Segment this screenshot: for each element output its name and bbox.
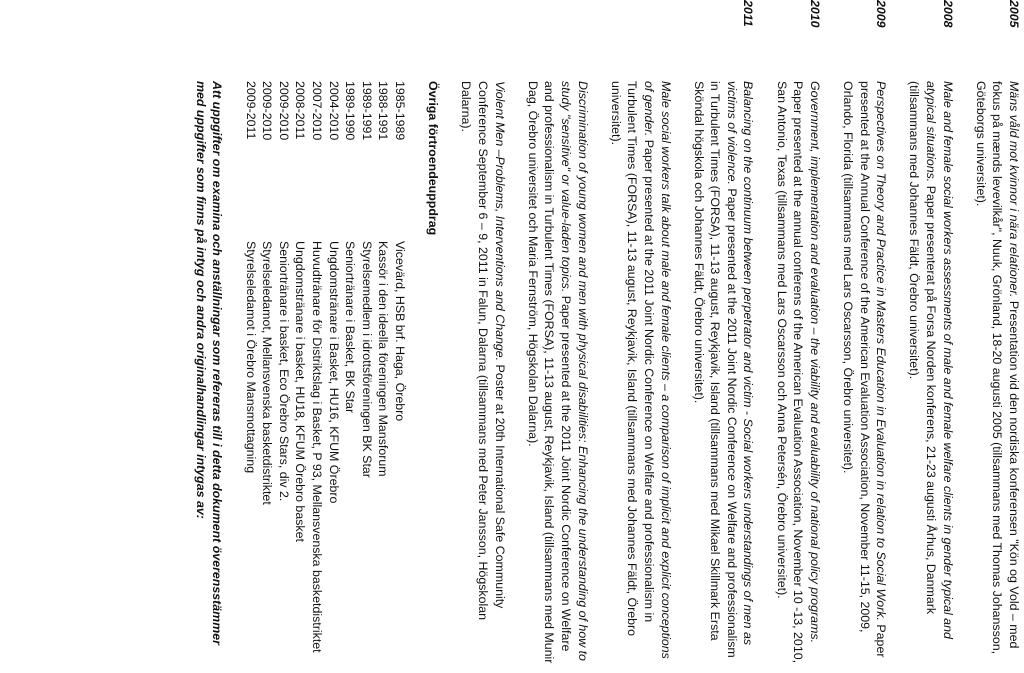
assignment-row (391, 81, 408, 665)
entry-year: 2009 (874, 0, 889, 28)
paper-title: Balancing on the continuum between perpetrator and victim - Social workers understandings of men as victims of violence. (724, 81, 756, 646)
assignment-role: Ungdomstränare i basket, HU18, KFUM Örebro basket (293, 241, 308, 542)
paper-details: Paper presented at the 2011 Joint Nordic Conference on Welfare and professionalism in Turbulent Times (FORSA), 11-13 august, Reykjavik, Island (tillsammans med Mikael Skillmark Ersta Sköndal högskola och Johannes Fäldt, Örebro universitet). (691, 81, 739, 658)
assignment-row (275, 81, 292, 665)
entry-body (773, 81, 823, 665)
entry-paragraph (607, 81, 673, 665)
assignment-role: Styrelsemedlem i idrottsföreningen BK Star (359, 241, 374, 478)
assignment-row (292, 81, 309, 665)
paper-title: Government, implementation and evaluation – the viability and evaluability of national policy programs. (807, 81, 822, 644)
paper-details: Paper presented at the Annual Conference of the American Evaluation Association, November 11-15, 2009, Orlando, Florida (tillsammans med Lars Oscarsson, Örebro universitet). (841, 81, 889, 658)
assignment-period: 1985-1989 (393, 81, 408, 141)
entry-2008 (906, 0, 956, 665)
assignment-row (259, 81, 276, 665)
assignment-period: 1988-1991 (376, 81, 391, 141)
entry-paragraph (458, 81, 508, 665)
assignment-period: 1989-1990 (343, 81, 358, 141)
entry-body (839, 81, 889, 665)
assignment-role: Styrelseledamot i Örebro Mansmottagning (243, 241, 258, 474)
assignment-period: 2007-2010 (310, 81, 325, 141)
assignment-role: Kassör i den ideella föreningen Mansforum (376, 241, 391, 477)
assignment-role: Huvudtränare för Distriktslag i Basket, P 93, Mellansvenska basketdistriktet (310, 241, 325, 653)
paper-title: Discrimination of young women and men with physical disabilities: Enhancing the understanding of how to study "sensitive" or value-laden topics. (558, 81, 590, 661)
certification-statement: Att uppgifter om examina och anställningar som refereras till i detta dokument överensstämmer med uppgifter som finns på intyg och andra originalhandlingar intygas av: (193, 81, 225, 645)
assignment-row (342, 81, 359, 665)
assignments-heading: Övriga förtroendeuppdrag (426, 81, 441, 236)
assignment-role: Vicevärd, HSB brf. Haga, Örebro (393, 241, 408, 422)
entry-year: 2005 (1007, 0, 1021, 28)
entry-paragraph (972, 81, 1022, 665)
entry-2009 (839, 0, 889, 665)
assignment-role: Seniortränare i Basket, BK Star (343, 241, 358, 414)
assignment-period: 1989-1991 (359, 81, 374, 141)
assignment-row (358, 81, 375, 665)
assignment-period: 2009-2011 (243, 81, 258, 140)
assignment-period: 2009-2010 (276, 81, 291, 141)
paper-title: Mäns våld mot kvinnor i nära relationer. (1007, 81, 1021, 298)
assignment-period: 2008-2011 (293, 81, 308, 140)
entry-paragraph (690, 81, 756, 665)
entry-year: 2010 (807, 0, 822, 28)
entry-year: 2008 (940, 0, 955, 28)
assignment-row (242, 81, 259, 665)
paper-details: Paper presenterat på Forsa Norden konferens, 21-23 augusti Århus, Danmark (tillsammans med Johannes Fäldt, Örebro universitet). (907, 81, 939, 615)
entry-paragraph (839, 81, 889, 665)
paper-title: Violent Men –Problems, Interventions and Change. (492, 81, 507, 362)
assignment-period: 2009-2010 (260, 81, 275, 141)
entry-paragraph (524, 81, 590, 665)
paper-title: Male social workers talk about male and female clients – a comparison of implicit and explicit conceptions of gender. (641, 81, 673, 659)
assignment-row (375, 81, 392, 665)
assignment-role: Styrelseledamot, Mellansvenska basketdistriktet (260, 241, 275, 505)
assignment-period: 2004-2010 (326, 81, 341, 141)
assignments-list (242, 81, 408, 665)
entry-2011 (458, 0, 757, 665)
entry-year: 2011 (741, 0, 756, 27)
entry-2010 (773, 0, 823, 665)
paper-details: Poster at 20th International Safe Community Conference September 6 – 9, 2011 in Falun, Dalarna (tillsammans med Peter Jansson, Högskolan Dalarna). (459, 81, 507, 621)
assignment-row (308, 81, 325, 665)
entry-2005 (972, 0, 1022, 665)
paper-details: Paper presented at the 2011 Joint Nordic Conference on Welfare and professionalism in Turbulent Times (FORSA), 11-13 august, Reykjavik, Island (tillsammans med Munir Dag, Örebro universitet och Maria Fernström, Högskolan Dalarna). (525, 81, 573, 664)
assignment-row (325, 81, 342, 665)
entry-paragraph (773, 81, 823, 665)
assignment-role: Ungdomstränare i Basket, HU16, KFUM Örebro (326, 241, 341, 504)
paper-details: Paper presented at the annual conferens of the American Evaluation Association, November 10 -13, 2010, San Antonio, Texas (tillsammans med Lars Oscarsson och Anna Petersén, Örebro universitet). (774, 81, 806, 664)
paper-details: Presentation vid den nordiska konferensen "Kön og Vold – med fokus på mænds levevilkår", Nuuk, Grönland, 18-20 augusti 2005 (tillsammans med Thomas Johansson, Göteborgs universitet). (973, 81, 1021, 655)
entry-body (906, 81, 956, 665)
paper-details: Paper presented at the 2011 Joint Nordic Conference on Welfare and professionalism in Turbulent Times (FORSA), 11-13 august, Reykjavik, Island (tillsammans med Johannes Fäldt, Örebro universitet). (608, 81, 656, 637)
entry-body (458, 81, 757, 665)
assignment-role: Seniortränare i basket, Eco Örebro Stars, div 2. (276, 241, 291, 502)
paper-title: Perspectives on Theory and Practice in Masters Education in Evaluation in relation to Social Work. (874, 81, 889, 621)
entry-body (972, 81, 1022, 665)
entry-paragraph (906, 81, 956, 665)
paper-title: Male and female social workers assessments of male and female welfare clients in gender typical and atypical situations. (924, 81, 955, 639)
